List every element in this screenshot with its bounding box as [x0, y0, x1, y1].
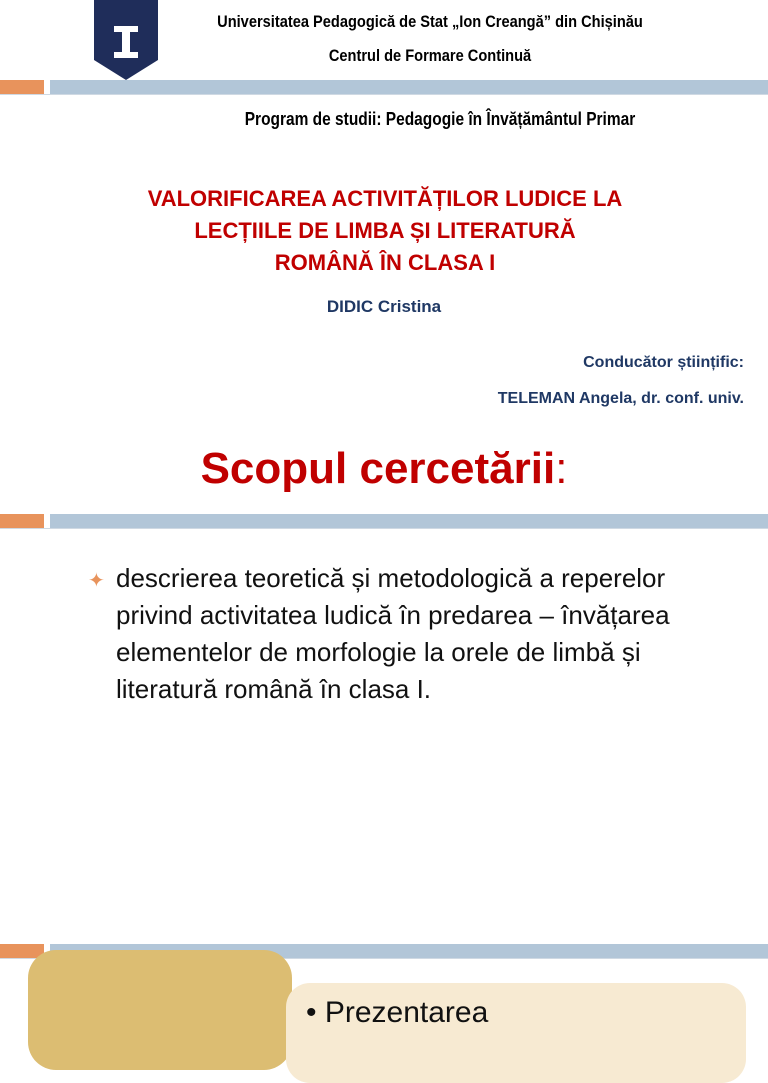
study-program: Program de studii: Pedagogie în Învățământul Primar — [244, 109, 636, 129]
supervisor-name: TELEMAN Angela, dr. conf. univ. — [497, 390, 744, 407]
slide-title — [0, 444, 768, 494]
university-name: Universitatea Pedagogică de Stat „Ion Creangă” din Chișinău — [217, 12, 643, 31]
supervisor-label: Conducător științific: — [583, 354, 744, 371]
gold-box — [28, 950, 292, 1070]
thesis-title-line-1: VALORIFICAREA ACTIVITĂȚILOR LUDICE LA — [147, 186, 623, 211]
thesis-title-line-3: ROMÂNĂ ÎN CLASA I — [274, 250, 496, 275]
thesis-title-line-2: LECȚIILE DE LIMBA ȘI LITERATURĂ — [194, 218, 576, 243]
presentation-bullet: • Prezentarea — [306, 996, 489, 1029]
header-divider — [0, 80, 768, 94]
sparkle-star-icon: ✦ — [88, 570, 105, 592]
slide-divider — [0, 514, 768, 528]
slide-title-text: Scopul cercetării — [200, 444, 556, 493]
university-logo — [92, 0, 160, 82]
author-name: DIDIC Cristina — [326, 297, 442, 316]
research-aim-text: descrierea teoretică și metodologică a reperelor privind activitatea ludică în predarea – învățarea elementelor de morfologie la orele de limbă și literatură română în clasa I. — [116, 563, 670, 704]
slide-title-colon: : — [555, 444, 568, 493]
centre-name: Centrul de Formare Continuă — [328, 46, 532, 65]
